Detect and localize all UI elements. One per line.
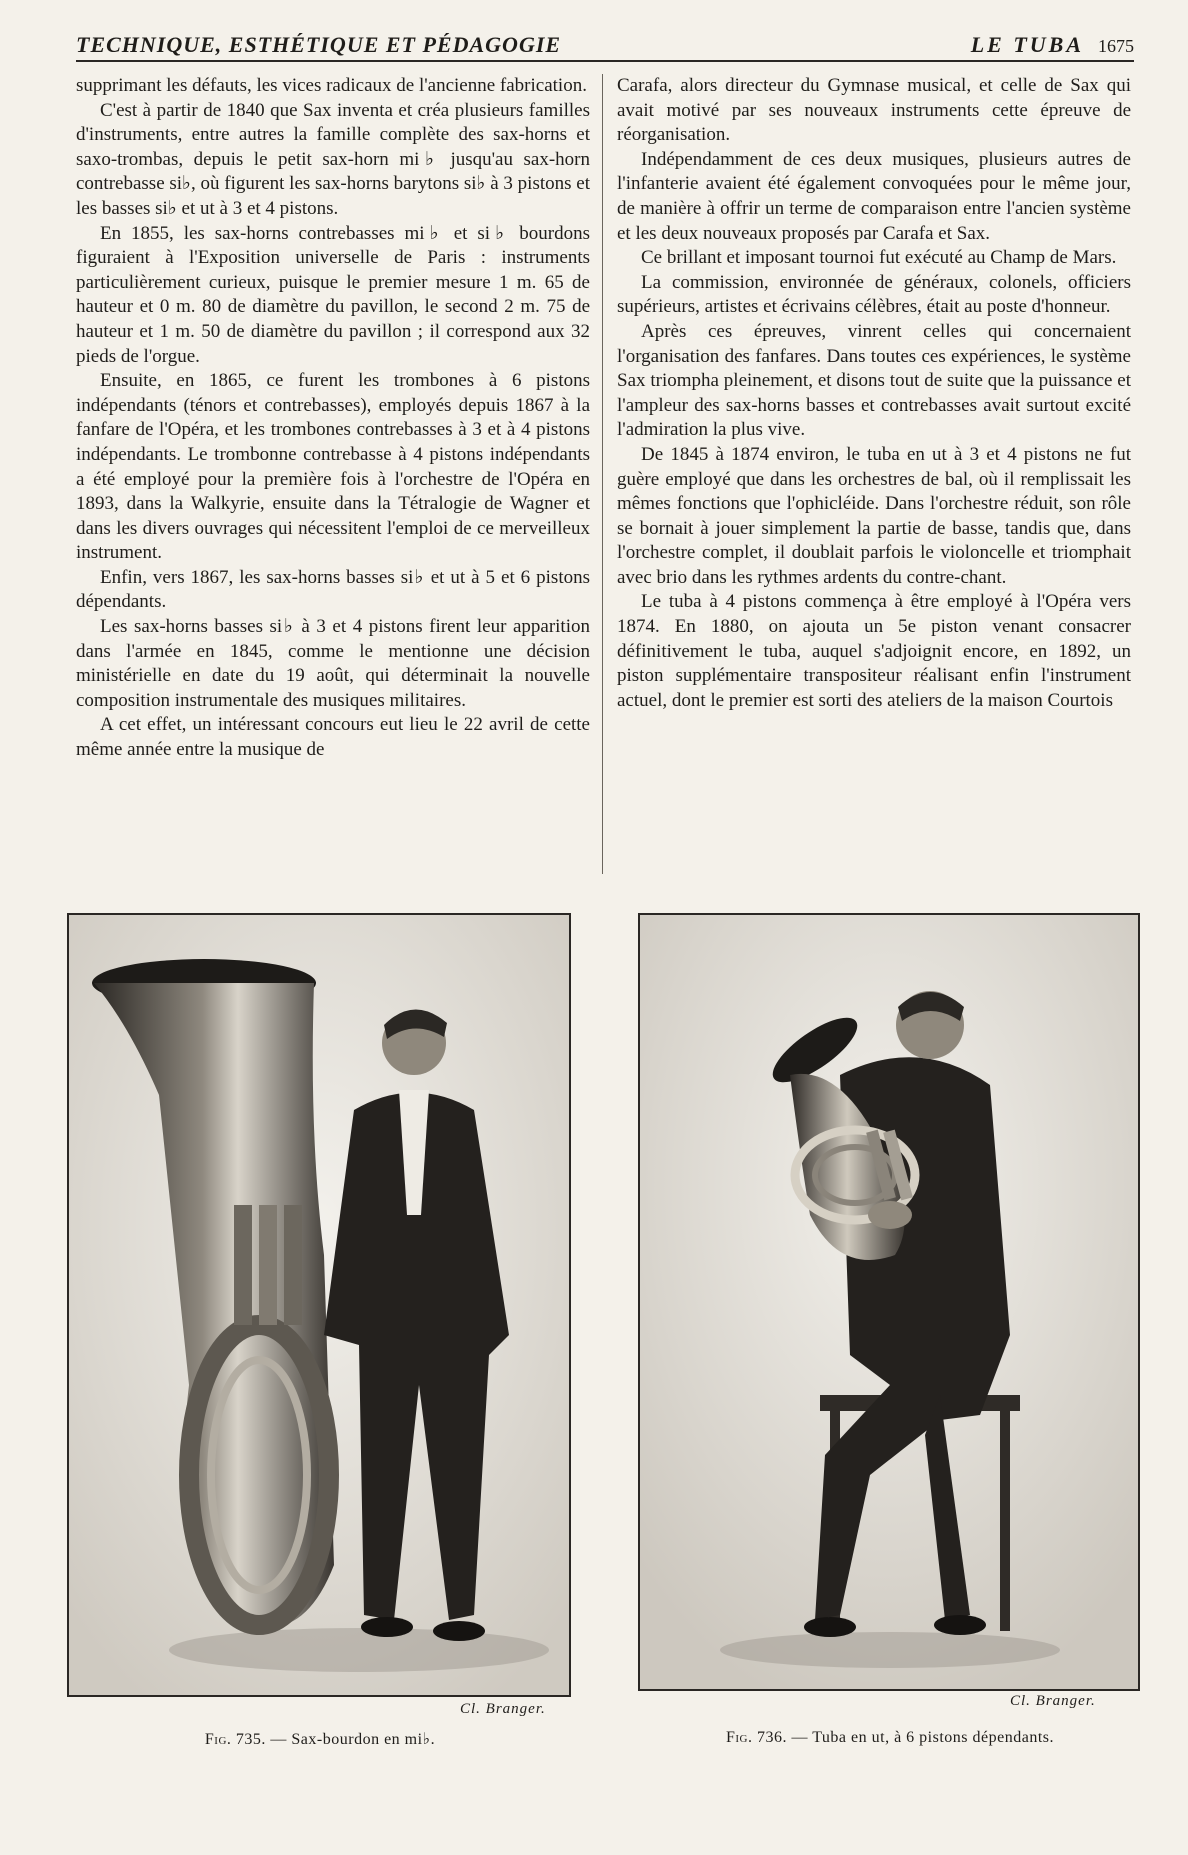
figure-caption-text: Tuba en ut, à 6 pistons dépendants. — [812, 1729, 1054, 1746]
paragraph: La commission, environnée de généraux, colonels, officiers supérieurs, artistes et écrivains célèbres, était au poste d'honneur. — [617, 271, 1131, 318]
figure-736-photo — [638, 913, 1140, 1691]
paragraph: supprimant les défauts, les vices radicaux de l'ancienne fabrication. — [76, 75, 587, 96]
column-divider — [602, 74, 603, 874]
figure-735-photo — [67, 913, 571, 1697]
sax-bourdon-photo-illustration — [69, 915, 569, 1695]
paragraph: De 1845 à 1874 environ, le tuba en ut à 3 et 4 pistons ne fut guère employé que dans les orchestres de bal, où il remplissait les mêmes fonctions que l'ophicléide. Dans l'orchestre réduit, son rôle se bornait à jouer simplement la partie de basse, tandis que, dans l'orchestre complet, il doublait parfois le violoncelle et triomphait avec brio dans les rythmes ardents du contre-chant. — [617, 443, 1131, 588]
figure-736-caption — [680, 1729, 1100, 1747]
article-title: LE TUBA — [970, 32, 1084, 57]
section-title: TECHNIQUE, ESTHÉTIQUE ET PÉDAGOGIE — [76, 32, 562, 57]
left-text-column — [76, 74, 590, 763]
page-number: 1675 — [1098, 36, 1134, 56]
article-title-and-page — [971, 32, 1134, 58]
figure-735-caption — [190, 1729, 450, 1749]
paragraph: Après ces épreuves, vinrent celles qui concernaient l'organisation des fanfares. Dans toutes ces expériences, le système Sax triompha pleinement, et disons tout de suite que la puissance et l'ampleur des sax-horns basses et contrebasses avait surtout excité l'admiration la plus vive. — [617, 320, 1131, 441]
paragraph: Indépendamment de ces deux musiques, plusieurs autres de l'infanterie avaient été également convoquées pour le même jour, de manière à offrir un terme de comparaison entre l'ancien système et les deux nouveaux proposés par Carafa et Sax. — [617, 148, 1131, 244]
figure-number: Fig. 735. — — [204, 1731, 287, 1748]
paragraph: Enfin, vers 1867, les sax-horns basses si♭ et ut à 5 et 6 pistons dépendants. — [76, 566, 590, 613]
figure-number: Fig. 736. — — [725, 1729, 808, 1746]
right-text-column — [617, 74, 1131, 713]
tuba-player-photo-illustration — [640, 915, 1138, 1689]
running-header — [76, 30, 1134, 62]
figure-caption-text: Sax-bourdon en mi♭. — [291, 1731, 436, 1748]
paragraph: A cet effet, un intéressant concours eut lieu le 22 avril de cette même année entre la musique de — [76, 714, 590, 761]
paragraph: C'est à partir de 1840 que Sax inventa et créa plusieurs familles d'instruments, entre autres la famille complète des sax-horns et saxo-trombas, depuis le petit sax-horn mi♭ jusqu'au sax-horn contrebasse si♭, où figurent les sax-horns barytons si♭ à 3 pistons et les basses si♭ et ut à 3 et 4 pistons. — [76, 99, 590, 219]
paragraph: En 1855, les sax-horns contrebasses mi♭ et si♭ bourdons figuraient à l'Exposition universelle de Paris : instruments particulièrement curieux, puisque le premier mesure 1 m. 65 de hauteur et 0 m. 80 de diamètre du pavillon, le second 2 m. 75 de hauteur et 1 m. 50 de diamètre du pavillon ; il correspond aux 32 pieds de l'orgue. — [76, 222, 590, 367]
figure-736-credit: Cl. Branger. — [1010, 1693, 1096, 1709]
paragraph: Ce brillant et imposant tournoi fut exécuté au Champ de Mars. — [641, 247, 1117, 269]
paragraph: Ensuite, en 1865, ce furent les trombones à 6 pistons indépendants (ténors et contrebasses), employés depuis 1867 à la fanfare de l'Opéra, et les trombones contrebasses à 3 et à 4 pistons indépendants. Le trombonne contrebasse à 4 pistons indépendants a été employé pour la première fois à l'orchestre de l'Opéra en 1893, dans la Walkyrie, ensuite dans la Tétralogie de Wagner et dans les divers ouvrages qui nécessitent l'emploi de ce merveilleux instrument. — [76, 370, 590, 564]
paragraph: Carafa, alors directeur du Gymnase musical, et celle de Sax qui avait motivé par ses nouveaux instruments cette épreuve de réorganisation. — [617, 75, 1131, 146]
paragraph: Le tuba à 4 pistons commença à être employé à l'Opéra vers 1874. En 1880, on ajouta un 5e piston venant consacrer définitivement le tuba, auquel s'adjoignit encore, en 1892, un piston supplémentaire transpositeur réalisant enfin l'instrument actuel, dont le premier est sorti des ateliers de la maison Courtois — [617, 591, 1131, 711]
paragraph: Les sax-horns basses si♭ à 3 et 4 pistons firent leur apparition dans l'armée en 1845, comme le mentionne une décision ministérielle en date du 19 août, qui déterminait la nouvelle composition instrumentale des musiques militaires. — [76, 616, 590, 711]
figure-735-credit: Cl. Branger. — [460, 1701, 546, 1717]
